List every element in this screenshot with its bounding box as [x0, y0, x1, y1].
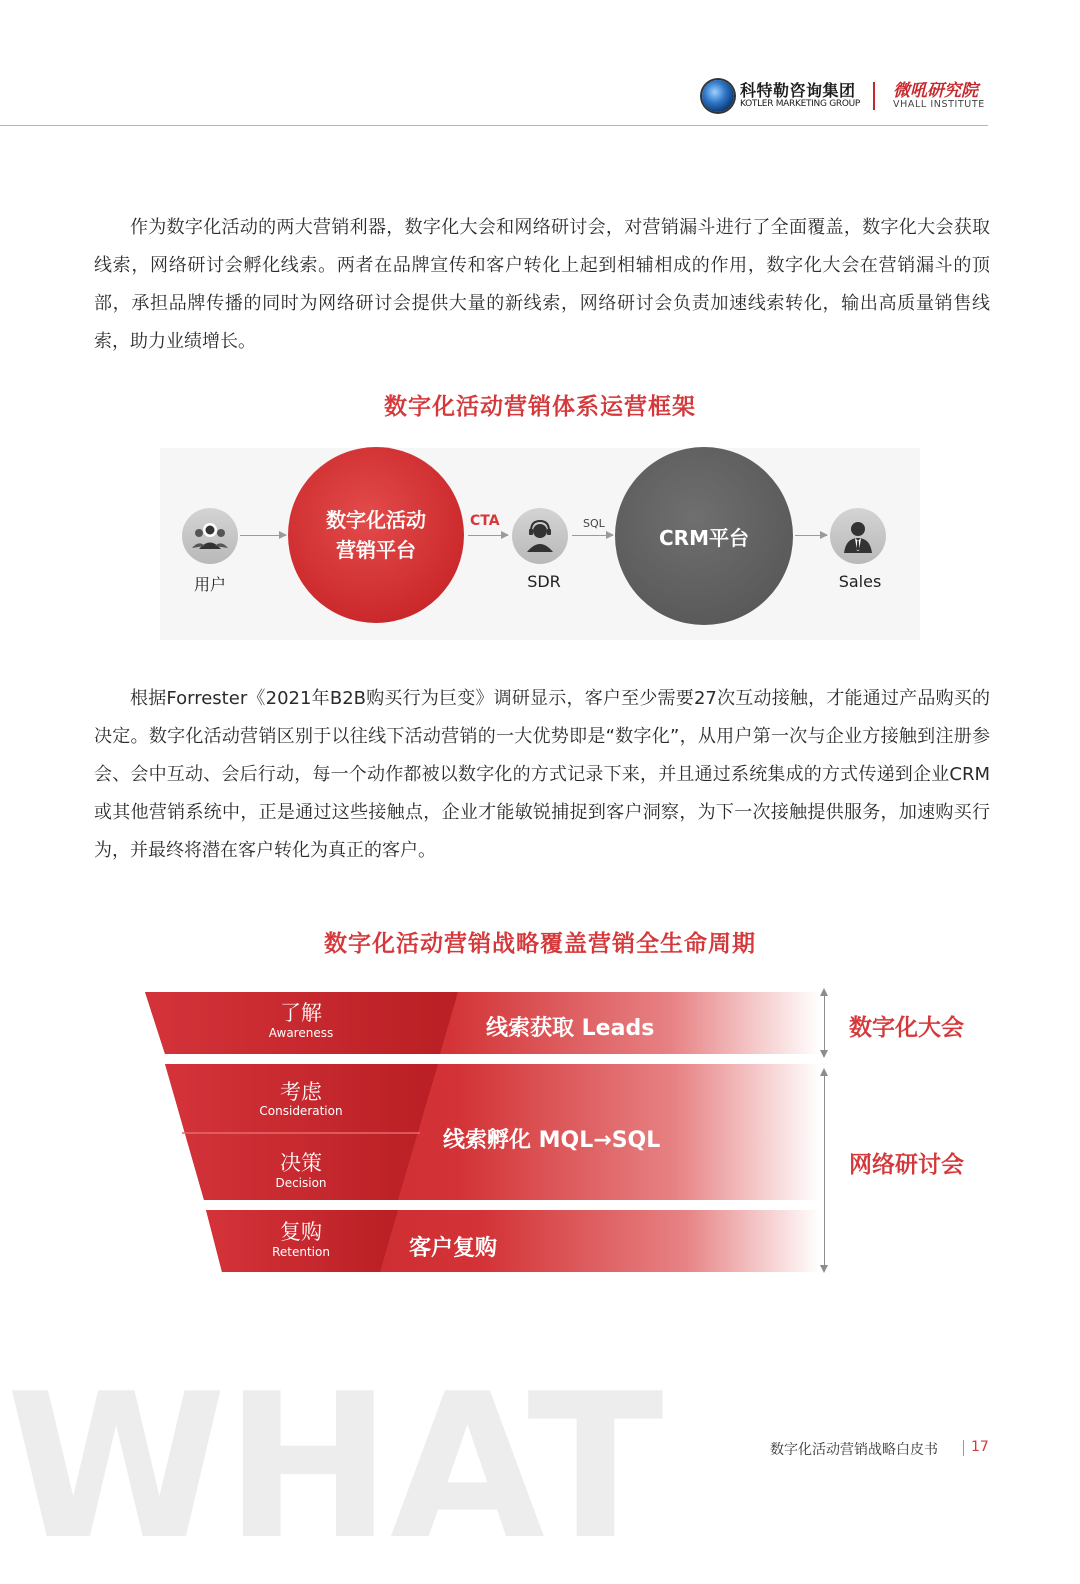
marketing-platform-circle [288, 447, 464, 623]
platform-line1: 数字化活动 [326, 508, 426, 532]
what-watermark: WHAT [6, 1351, 662, 1584]
kotler-logo-globe-icon [702, 80, 734, 112]
stage-decision-en: Decision [275, 1176, 327, 1190]
research-paragraph: 根据Forrester《2021年B2B购买行为巨变》调研显示，客户至少需要27次互动接触，才能通过产品购买的决定。数字化活动营销区别于以往线下活动营销的一大优势即是“数字化”，从用户第一次与企业方接触到注册参会、会中互动、会后行动，每一个动作都被以数字化的方式记录下来，并且通过系统集成的方式传递到企业CRM或其他营销系统中，正是通过这些接触点，企业才能敏锐捕捉到客户洞察，为下一次接触提供服务，加速购买行为，并最终将潜在客户转化为真正的客户。 [94, 688, 990, 861]
sql-label: SQL [583, 517, 605, 530]
arrow-platform-to-sdr [468, 535, 508, 536]
bracket1-line [824, 995, 825, 1050]
bracket1-bottom-arrow [820, 1050, 828, 1058]
users-group-icon [182, 508, 238, 564]
platform-line2: 营销平台 [336, 538, 416, 562]
stage-retention-en: Retention [272, 1245, 330, 1259]
stage-awareness-en: Awareness [268, 1026, 334, 1040]
vhall-name-en: VHALL INSTITUTE [893, 99, 985, 110]
arrow-user-to-platform [240, 535, 286, 536]
page-number: 17 [971, 1439, 989, 1455]
webinar-label: 网络研讨会 [849, 1152, 964, 1178]
stage-consideration-en: Consideration [259, 1104, 343, 1118]
sdr-headset-icon [512, 508, 568, 564]
user-label: 用户 [193, 575, 226, 594]
stage-retention-cn: 复购 [280, 1220, 322, 1244]
stage-consideration-cn: 考虑 [280, 1080, 322, 1104]
leads-label: 线索获取 Leads [486, 1016, 655, 1041]
funnel-title: 数字化活动营销战略覆盖营销全生命周期 [324, 931, 756, 957]
sales-businessman-icon [830, 508, 886, 564]
sales-label: Sales [838, 572, 882, 591]
nurture-label: 线索孵化 MQL→SQL [443, 1128, 661, 1153]
intro-paragraph: 作为数字化活动的两大营销利器，数字化大会和网络研讨会，对营销漏斗进行了全面覆盖，数字化大会获取线索，网络研讨会孵化线索。两者在品牌宣传和客户转化上起到相辅相成的作用，数字化大会在营销漏斗的顶部，承担品牌传播的同时为网络研讨会提供大量的新线索，网络研讨会负责加速线索转化，输出高质量销售线索，助力业绩增长。 [94, 217, 990, 352]
footer-doc-title: 数字化活动营销战略白皮书 [770, 1442, 938, 1458]
stage-decision-cn: 决策 [280, 1151, 322, 1175]
footer-divider [963, 1440, 964, 1456]
sdr-label: SDR [527, 572, 561, 591]
bracket2-bottom-arrow [820, 1265, 828, 1273]
header-rule [0, 125, 988, 126]
framework-title: 数字化活动营销体系运营框架 [384, 394, 696, 420]
stage-awareness-cn: 了解 [280, 1001, 322, 1025]
crm-platform-circle [615, 447, 793, 625]
header-divider [873, 82, 875, 110]
arrow-sdr-to-crm [572, 535, 613, 536]
bracket2-line [824, 1075, 825, 1265]
vhall-name-cn: 微吼研究院 [893, 81, 978, 101]
repurchase-label: 客户复购 [409, 1236, 498, 1261]
kotler-name-en: KOTLER MARKETING GROUP [740, 99, 861, 109]
crm-label: CRM平台 [659, 525, 749, 550]
digital-conference-label: 数字化大会 [849, 1015, 964, 1041]
cta-label: CTA [470, 513, 500, 529]
arrow-crm-to-sales [795, 535, 827, 536]
kotler-name-cn: 科特勒咨询集团 [740, 81, 856, 100]
